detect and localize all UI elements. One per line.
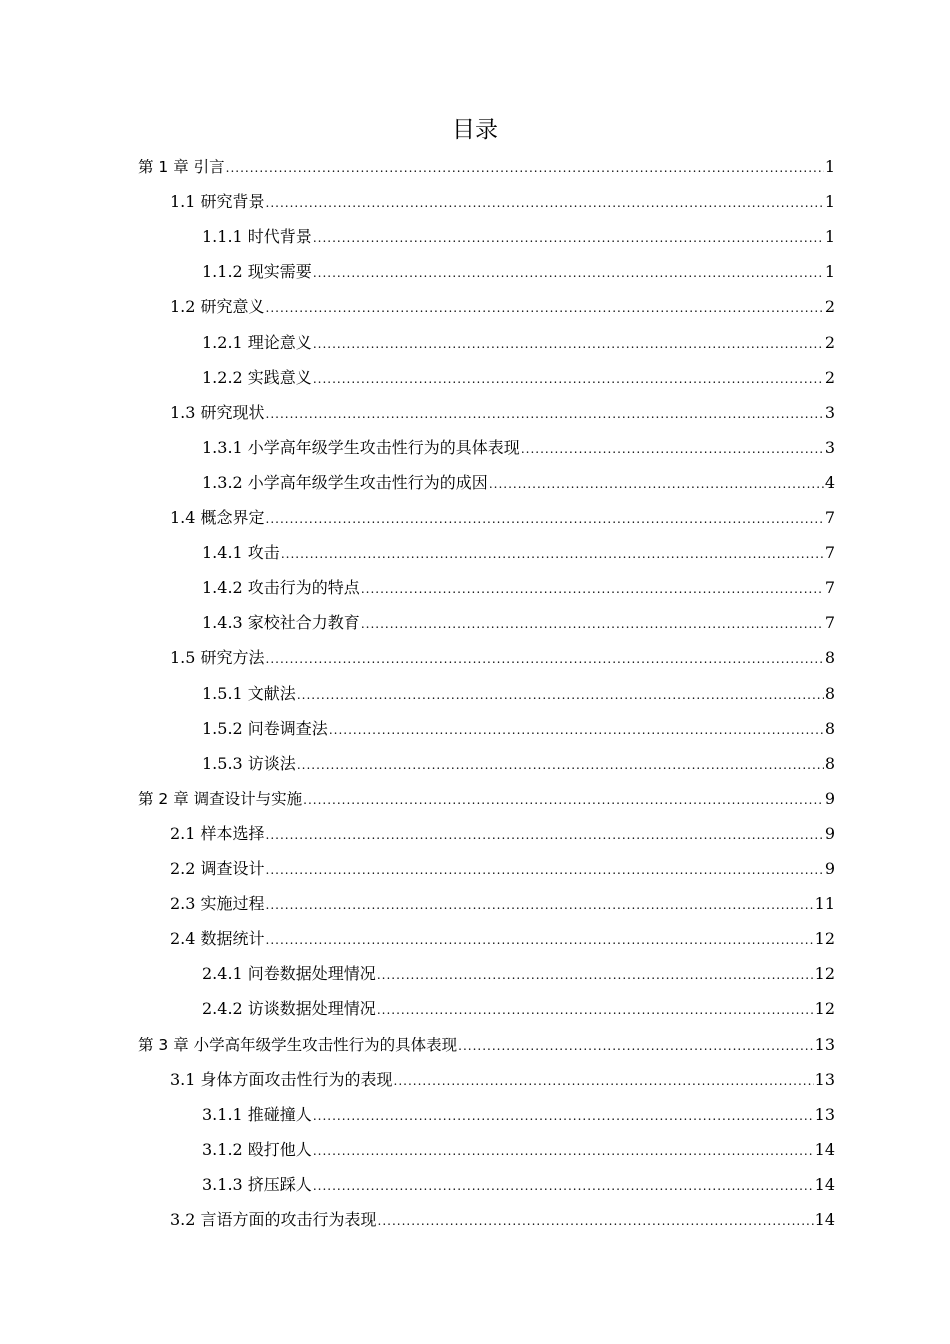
toc-page-number: 8 [824, 648, 835, 668]
toc-dot-leader [378, 1204, 814, 1239]
toc-dot-leader [394, 1064, 814, 1099]
toc-page-number: 3 [824, 437, 835, 457]
toc-entry-text: 第 3 章 小学高年级学生攻击性行为的具体表现 [138, 1035, 458, 1054]
toc-entry[interactable] [202, 360, 835, 395]
toc-page-number: 4 [824, 472, 835, 492]
toc-entry[interactable] [138, 1027, 835, 1062]
toc-entry[interactable] [202, 1167, 835, 1202]
toc-dot-leader [377, 958, 814, 993]
toc-entry[interactable] [170, 886, 835, 921]
toc-entry[interactable] [170, 1202, 835, 1237]
toc-entry-text: 2.4.2 访谈数据处理情况 [202, 999, 376, 1019]
toc-dot-leader [266, 502, 824, 537]
toc-page-number: 7 [824, 613, 835, 633]
toc-entry[interactable] [170, 184, 835, 219]
toc-entry-text: 1.3.2 小学高年级学生攻击性行为的成因 [202, 472, 488, 492]
toc-entry-text: 1.4.2 攻击行为的特点 [202, 578, 360, 598]
toc-page-number: 2 [824, 332, 835, 352]
toc-page-number: 1 [824, 157, 835, 176]
toc-page-number: 14 [814, 1139, 835, 1159]
toc-page-number: 12 [814, 964, 835, 984]
toc-entry-text: 1.5.2 问卷调查法 [202, 718, 328, 738]
toc-entry[interactable] [202, 325, 835, 360]
toc-entry[interactable] [202, 535, 835, 570]
toc-dot-leader [313, 256, 824, 291]
toc-page-number: 12 [814, 999, 835, 1019]
toc-entry-text: 1.2.2 实践意义 [202, 367, 312, 387]
toc-entry[interactable] [170, 816, 835, 851]
toc-page-number: 1 [824, 227, 835, 247]
toc-page-number: 14 [814, 1210, 835, 1229]
toc-dot-leader [377, 993, 814, 1028]
toc-dot-leader [313, 221, 824, 256]
toc-dot-leader [266, 853, 824, 888]
toc-dot-leader [361, 607, 824, 642]
toc-dot-leader [266, 642, 824, 677]
toc-entry-text: 1.3 研究现状 [170, 402, 265, 422]
toc-entry-text: 1.2 研究意义 [170, 297, 265, 317]
toc-dot-leader [266, 397, 824, 432]
toc-page-number: 7 [824, 578, 835, 598]
toc-page-number: 9 [824, 823, 835, 843]
toc-dot-leader [297, 678, 824, 713]
toc-entry[interactable] [202, 570, 835, 605]
toc-entry[interactable] [170, 851, 835, 886]
toc-page-number: 8 [824, 683, 835, 703]
toc-page-number: 8 [824, 718, 835, 738]
toc-dot-leader [226, 151, 824, 186]
toc-entry[interactable] [202, 956, 835, 991]
toc-entry-text: 1.5.3 访谈法 [202, 753, 296, 773]
toc-entry-text: 1.4.1 攻击 [202, 543, 280, 563]
toc-entry[interactable] [202, 1132, 835, 1167]
toc-entry-text: 3.2 言语方面的攻击行为表现 [170, 1210, 377, 1229]
toc-page-number: 2 [824, 367, 835, 387]
toc-dot-leader [266, 818, 824, 853]
toc-entry-text: 2.1 样本选择 [170, 823, 265, 843]
toc-page-number: 11 [814, 894, 835, 914]
toc-page-number: 13 [814, 1034, 835, 1054]
toc-page-number: 8 [824, 753, 835, 773]
toc-entry[interactable] [202, 254, 835, 289]
toc-page-number: 7 [824, 508, 835, 527]
toc-page-number: 7 [824, 543, 835, 563]
toc-dot-leader [313, 1134, 814, 1169]
toc-entry[interactable] [170, 500, 835, 535]
toc-entry-text: 1.2.1 理论意义 [202, 332, 312, 352]
toc-entry-text: 1.5 研究方法 [170, 648, 265, 668]
toc-page-number: 1 [824, 192, 835, 212]
toc-page-number: 1 [824, 262, 835, 282]
toc-entry[interactable] [202, 430, 835, 465]
toc-entry[interactable] [202, 219, 835, 254]
toc-dot-leader [329, 713, 824, 748]
toc-entry-text: 3.1.3 挤压踩人 [202, 1174, 312, 1194]
toc-entry[interactable] [138, 149, 835, 184]
toc-page-number: 13 [814, 1104, 835, 1124]
toc-dot-leader [281, 537, 824, 572]
toc-dot-leader [266, 888, 814, 923]
toc-entry[interactable] [138, 781, 835, 816]
toc-entry-text: 1.4 概念界定 [170, 508, 265, 527]
toc-entry-text: 1.4.3 家校社合力教育 [202, 613, 360, 633]
toc-entry-text: 1.1 研究背景 [170, 192, 265, 212]
toc-dot-leader [313, 327, 824, 362]
toc-entry[interactable] [202, 1097, 835, 1132]
toc-entry[interactable] [170, 289, 835, 324]
toc-entry[interactable] [202, 605, 835, 640]
toc-dot-leader [313, 1099, 814, 1134]
toc-dot-leader [297, 748, 824, 783]
toc-entry[interactable] [202, 711, 835, 746]
toc-entry[interactable] [202, 465, 835, 500]
toc-entry[interactable] [170, 640, 835, 675]
toc-dot-leader [266, 186, 824, 221]
toc-page-number: 9 [824, 788, 835, 808]
toc-entry-text: 1.3.1 小学高年级学生攻击性行为的具体表现 [202, 437, 520, 457]
toc-dot-leader [521, 432, 824, 467]
toc-entry-text: 1.1.1 时代背景 [202, 227, 312, 247]
toc-page-number: 3 [824, 402, 835, 422]
toc-page-number: 12 [814, 929, 835, 949]
toc-entry-text: 3.1 身体方面攻击性行为的表现 [170, 1069, 393, 1089]
toc-entry-text: 第 2 章 调查设计与实施 [138, 789, 303, 808]
toc-entry[interactable] [170, 395, 835, 430]
toc-entry-text: 第 1 章 引言 [138, 158, 225, 176]
toc-entry[interactable] [170, 921, 835, 956]
toc-dot-leader [266, 923, 814, 958]
toc-dot-leader [313, 1169, 814, 1204]
toc-dot-leader [266, 291, 824, 326]
toc-entry-text: 1.1.2 现实需要 [202, 262, 312, 282]
toc-entry-text: 2.2 调查设计 [170, 859, 265, 878]
toc-dot-leader [303, 783, 824, 818]
toc-entry-text: 2.4 数据统计 [170, 929, 265, 949]
toc-entry[interactable] [202, 991, 835, 1026]
toc-page-number: 2 [824, 297, 835, 317]
toc-dot-leader [489, 467, 824, 502]
toc-title: 目录 [452, 117, 498, 143]
toc-entry-text: 2.4.1 问卷数据处理情况 [202, 964, 376, 984]
toc-entry-text: 2.3 实施过程 [170, 894, 265, 914]
toc-entry[interactable] [202, 746, 835, 781]
toc-dot-leader [361, 572, 824, 607]
toc-entry-text: 1.5.1 文献法 [202, 683, 296, 703]
toc-entry-text: 3.1.2 殴打他人 [202, 1139, 312, 1159]
toc-page-number: 13 [814, 1069, 835, 1089]
toc-dot-leader [313, 362, 824, 397]
toc-entry[interactable] [202, 676, 835, 711]
toc-entry[interactable] [170, 1062, 835, 1097]
toc-page-number: 14 [814, 1174, 835, 1194]
toc-entry-text: 3.1.1 推碰撞人 [202, 1104, 312, 1124]
toc-page-number: 9 [824, 859, 835, 878]
toc-dot-leader [458, 1029, 813, 1064]
